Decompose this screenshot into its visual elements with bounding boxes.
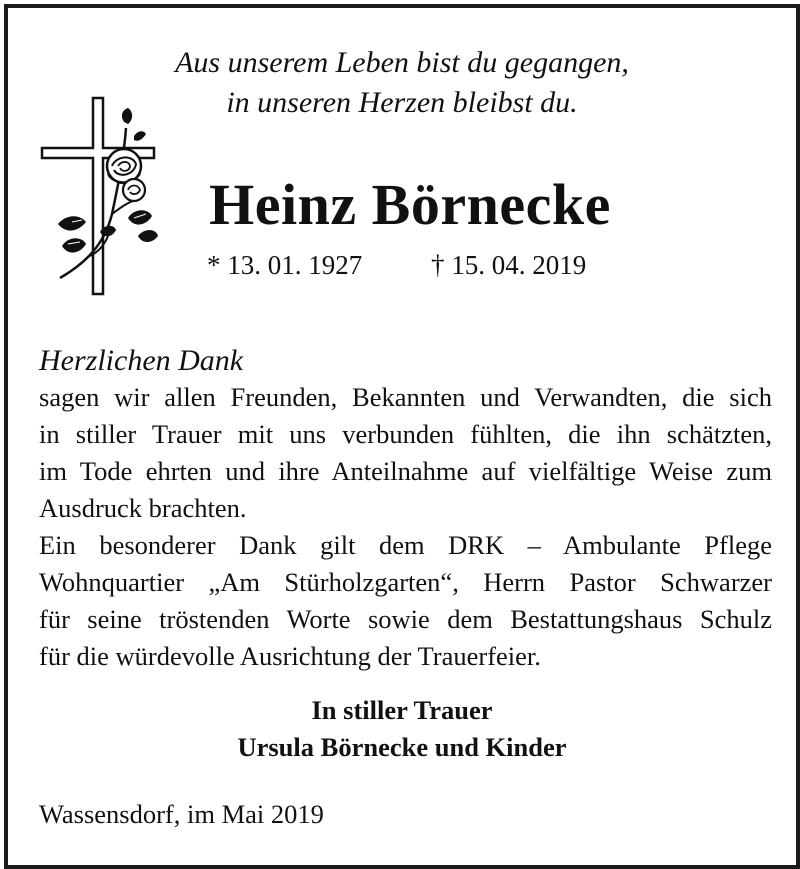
paragraph-line: in stiller Trauer mit uns verbunden fühlten, die ihn schätzten,	[39, 419, 772, 449]
mourners-names: Ursula Börnecke und Kinder	[237, 732, 567, 762]
mourners-block	[8, 692, 796, 766]
memorial-quote-line-2: in unseren Herzen bleibst du.	[226, 86, 578, 119]
paragraph-line: für die würdevolle Ausrichtung der Trauerfeier.	[39, 641, 541, 671]
paragraph-line: sagen wir allen Freunden, Bekannten und Verwandten, die sich	[39, 382, 772, 412]
mourning-line: In stiller Trauer	[311, 695, 493, 725]
paragraph-line: Ausdruck brachten.	[39, 493, 247, 523]
paragraph-line: Ein besonderer Dank gilt dem DRK – Ambulante Pflege	[39, 530, 772, 560]
paragraph-line: für seine tröstenden Worte sowie dem Bestattungshaus Schulz	[39, 604, 772, 634]
cross-with-roses-icon	[38, 96, 162, 296]
thanks-heading: Herzlichen Dank	[39, 344, 244, 377]
deceased-name: Heinz Börnecke	[209, 172, 611, 237]
thanks-paragraph-1	[39, 379, 772, 527]
thanks-paragraph-2	[39, 527, 772, 675]
birth-date: * 13. 01. 1927	[207, 250, 363, 280]
paragraph-line: Wohnquartier „Am Stürholzgarten“, Herrn Pastor Schwarzer	[39, 567, 772, 597]
death-date: † 15. 04. 2019	[431, 250, 587, 280]
place-and-date: Wassensdorf, im Mai 2019	[39, 799, 324, 829]
paragraph-line: im Tode ehrten und ihre Anteilnahme auf vielfältige Weise zum	[39, 456, 772, 486]
memorial-quote-line-1: Aus unserem Leben bist du gegangen,	[175, 46, 629, 79]
obituary-notice	[4, 4, 800, 869]
